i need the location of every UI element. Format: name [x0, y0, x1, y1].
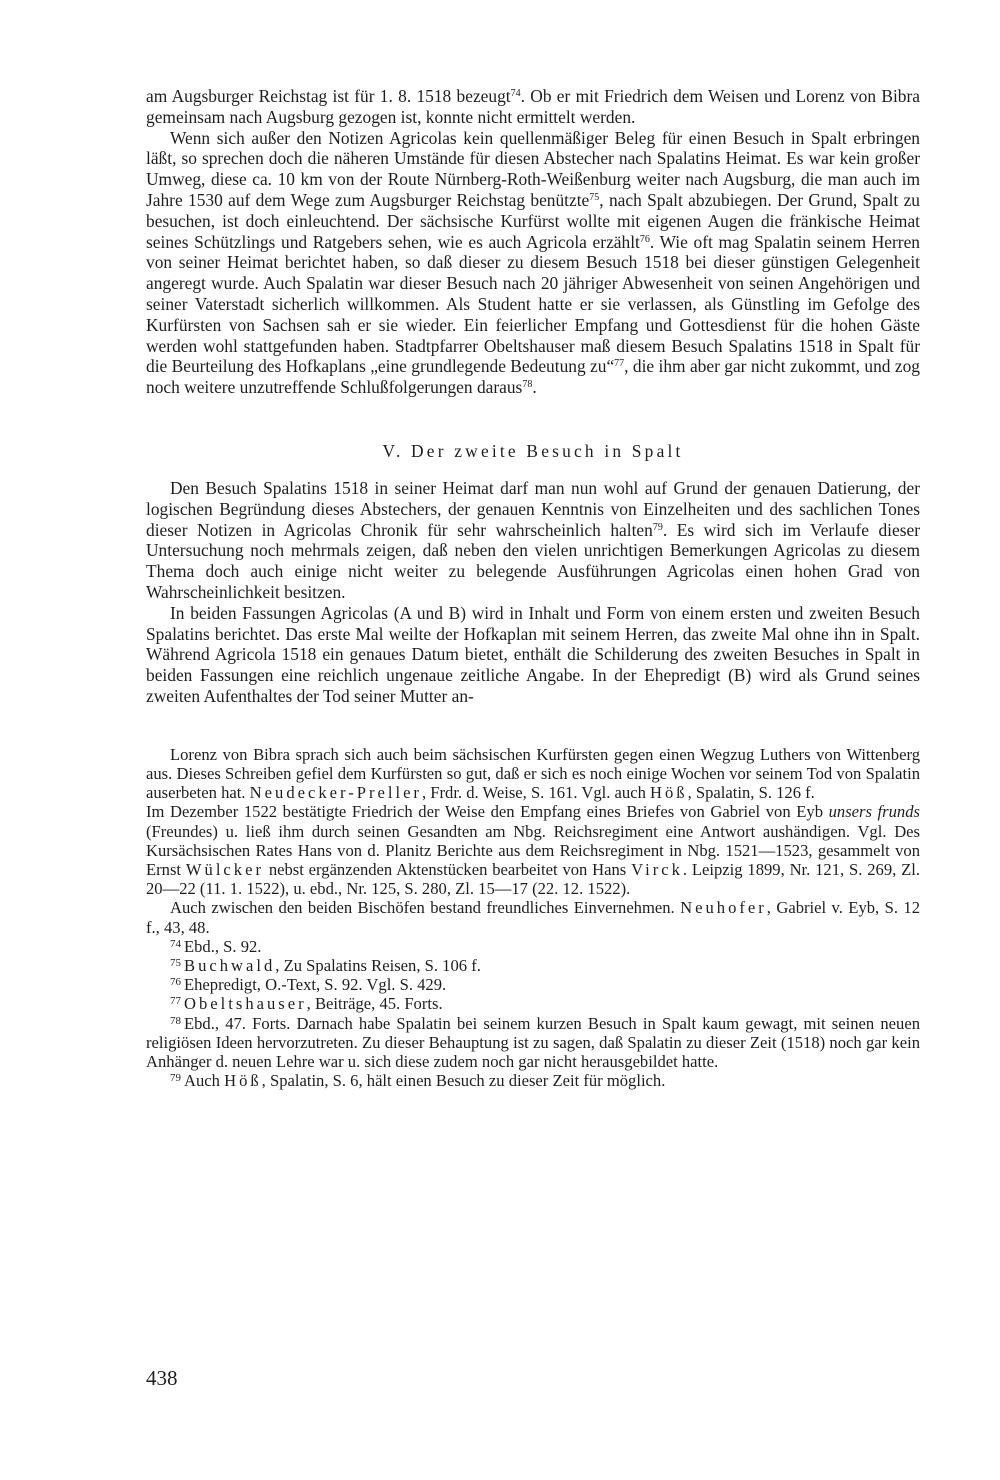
footnote-77	[146, 994, 920, 1013]
author-name: Höß	[224, 1071, 262, 1091]
text-run: Auch zwischen den beiden Bischöfen bestand freundliches Einvernehmen.	[170, 898, 681, 918]
paragraph-2	[146, 128, 920, 398]
text-run: Ehepredigt, O.-Text, S. 92. Vgl. S. 429.	[184, 975, 447, 995]
text-run: Ebd., 47. Forts. Darnach habe Spalatin bei seinem kurzen Besuch in Spalt kaum gewagt, mit seinen neuen religiösen Ideen hervorzutreten. Zu dieser Behauptung ist zu sagen, daß Spalatin zu dieser Zeit (1518) noch gar kein Anhänger d. neuen Lehre war u. sich diese zudem noch gar nicht herausgebildet hatte.	[146, 1013, 920, 1071]
footnote-ref-74: 74	[510, 88, 521, 99]
footnote-continuation-1	[146, 745, 920, 803]
paragraph-3	[146, 478, 920, 603]
text-run: , Frdr. d. Weise, S. 161. Vgl. auch	[421, 783, 651, 803]
footnote-number: 77	[170, 995, 181, 1008]
footnote-ref-79: 79	[652, 521, 663, 533]
text-run: am Augsburger Reichstag ist für 1. 8. 1518 bezeugt	[146, 86, 511, 106]
footnote-79	[146, 1071, 920, 1090]
author-name: Buchwald	[184, 955, 276, 975]
footnote-number: 79	[170, 1072, 181, 1085]
text-run: . Es wird sich im Verlaufe dieser Untersuchung noch mehrmals zeigen, daß neben den vielen unrichtigen Bemerkungen Agricolas zu diesem Thema doch auch einige nicht weiter zu belegende Ausführungen Agricolas einen hohen Grad von Wahrscheinlichkeit besitzen.	[146, 519, 920, 602]
paragraph-1	[146, 86, 920, 128]
author-name: Neudecker-Preller	[249, 783, 422, 803]
footnote-ref-76: 76	[639, 233, 650, 245]
footnote-ref-77: 77	[614, 358, 625, 370]
text-run: , Gabriel v. Eyb, S. 12 f., 43, 48.	[146, 898, 920, 937]
author-name: Virck	[631, 859, 683, 879]
text-run: , nach Spalt abzubiegen. Der Grund, Spalt zu besuchen, ist doch einleuchtend. Der sächsische Kurfürst wollte mit eigenen Augen die fränkische Heimat seines Schützlings und Ratgebers sehen, wie es auch Agricola erzählt	[146, 189, 920, 252]
footnote-75	[146, 956, 920, 975]
footnote-number: 76	[170, 976, 181, 989]
page-number: 438	[146, 1366, 178, 1390]
text-run: . Wie oft mag Spalatin seinem Herren von seiner Heimat berichtet haben, so daß dieser zu diesem Besuch 1518 bei dieser günstigen Gelegenheit angeregt wurde. Auch Spalatin war dieser Besuch nach 20 jähriger Abwesenheit von seinen Angehörigen und seiner Vaterstadt sicherlich willkommen. Als Student hatte er sie verlassen, als Günstling im Gefolge des Kurfürsten von Sachsen sah er sie wieder. Ein feierlicher Empfang und Gottesdienst für die hohen Gäste werden wohl stattgefunden haben. Stadtpfarrer Obeltshauser maß diesem Besuch Spalatins 1518 in Spalt für die Beurteilung des Hofkaplans „eine grundlegende Bedeutung zu“	[146, 231, 920, 377]
italic-quote: unsers frunds	[828, 802, 920, 822]
footnote-number: 75	[170, 956, 181, 969]
text-run: , Spalatin, S. 6, hält einen Besuch zu dieser Zeit für möglich.	[261, 1071, 666, 1091]
text-run: .	[532, 377, 537, 398]
footnote-74	[146, 937, 920, 956]
text-run: Den Besuch Spalatins 1518 in seiner Heimat darf man nun wohl auf Grund der genauen Datierung, der logischen Begründung dieses Abstechers, der genauen Kenntnis von Einzelheiten und des sachlichen Tones dieser Notizen in Agricolas Chronik für sehr wahrscheinlich halten	[146, 477, 920, 540]
text-run: nebst ergänzenden Aktenstücken bearbeitet von Hans	[263, 859, 632, 879]
text-run: (Freundes) u. ließ ihm durch seinen Gesandten am Nbg. Reichsregiment eine Antwort aushändigen. Vgl. Des Kursächsischen Rates Hans von d. Planitz Berichte aus dem Reichsregiment in Nbg. 1521—1523, gesammelt von Ernst	[146, 821, 920, 879]
footnotes	[146, 745, 920, 1091]
text-run: , Spalatin, S. 126 f.	[687, 783, 815, 803]
footnote-76	[146, 975, 920, 994]
text-run: Im Dezember 1522 bestätigte Friedrich der Weise den Empfang eines Briefes von Gabriel von Eyb	[146, 802, 829, 822]
text-run: Ebd., S. 92.	[184, 936, 262, 956]
author-name: Höß	[650, 783, 688, 803]
text-run: Auch	[184, 1071, 225, 1091]
text-run: , Beiträge, 45. Forts.	[306, 994, 443, 1014]
text-run: , die ihm aber gar nicht zukommt, und zog noch weitere unzutreffende Schlußfolgerungen daraus	[146, 356, 920, 398]
footnote-ref-75: 75	[589, 191, 600, 203]
text-run: Lorenz von Bibra sprach sich auch beim sächsischen Kurfürsten gegen einen Wegzug Luthers von Wittenberg aus. Dieses Schreiben gefiel dem Kurfürsten so gut, daß er sich es noch einige Wochen vor seinem Tod von Spalatin auserbeten hat.	[146, 744, 920, 803]
footnote-ref-78: 78	[522, 379, 533, 391]
text-run: . Ob er mit Friedrich dem Weisen und Lorenz von Bibra gemeinsam nach Augsburg gezogen ist, konnte nicht ermittelt werden.	[146, 86, 920, 127]
page	[146, 86, 920, 1090]
footnote-number: 78	[170, 1014, 181, 1027]
footnote-continuation-2	[146, 802, 920, 898]
footnote-78	[146, 1014, 920, 1072]
footnote-continuation-3	[146, 898, 920, 936]
paragraph-4: In beiden Fassungen Agricolas (A und B) wird in Inhalt und Form von einem ersten und zweiten Besuch Spalatins berichtet. Das erste Mal weilte der Hofkaplan mit seinem Herren, das zweite Mal ohne ihn in Spalt. Während Agricola 1518 ein genaues Datum bietet, enthält die Schilderung des zweiten Besuches in Spalt in beiden Fassungen eine reichlich ungenaue zeitliche Angabe. In der Ehepredigt (B) wird als Grund seines zweiten Aufenthaltes der Tod seiner Mutter an-	[146, 602, 920, 706]
main-text	[146, 86, 920, 707]
footnote-number: 74	[170, 937, 181, 950]
text-run: , Zu Spalatins Reisen, S. 106 f.	[275, 955, 481, 975]
author-name: Neuhofer	[680, 898, 767, 918]
text-run: Wenn sich außer den Notizen Agricolas kein quellenmäßiger Beleg für einen Besuch in Spalt erbringen läßt, so sprechen doch die näheren Umstände für diesen Abstecher nach Spalatins Heimat. Es war kein großer Umweg, diese ca. 10 km von der Route Nürnberg-Roth-Weißenburg weiter nach Augsburg, die man auch im Jahre 1530 auf dem Wege zum Augsburger Reichstag benützte	[146, 127, 920, 210]
author-name: Obeltshauser	[184, 994, 307, 1014]
text-run: . Leipzig 1899, Nr. 121, S. 269, Zl. 20—22 (11. 1. 1522), u. ebd., Nr. 125, S. 280, Zl. 15—17 (22. 12. 1522).	[146, 859, 920, 899]
section-heading: V. Der zweite Besuch in Spalt	[382, 440, 684, 461]
author-name: Wülcker	[185, 859, 264, 879]
